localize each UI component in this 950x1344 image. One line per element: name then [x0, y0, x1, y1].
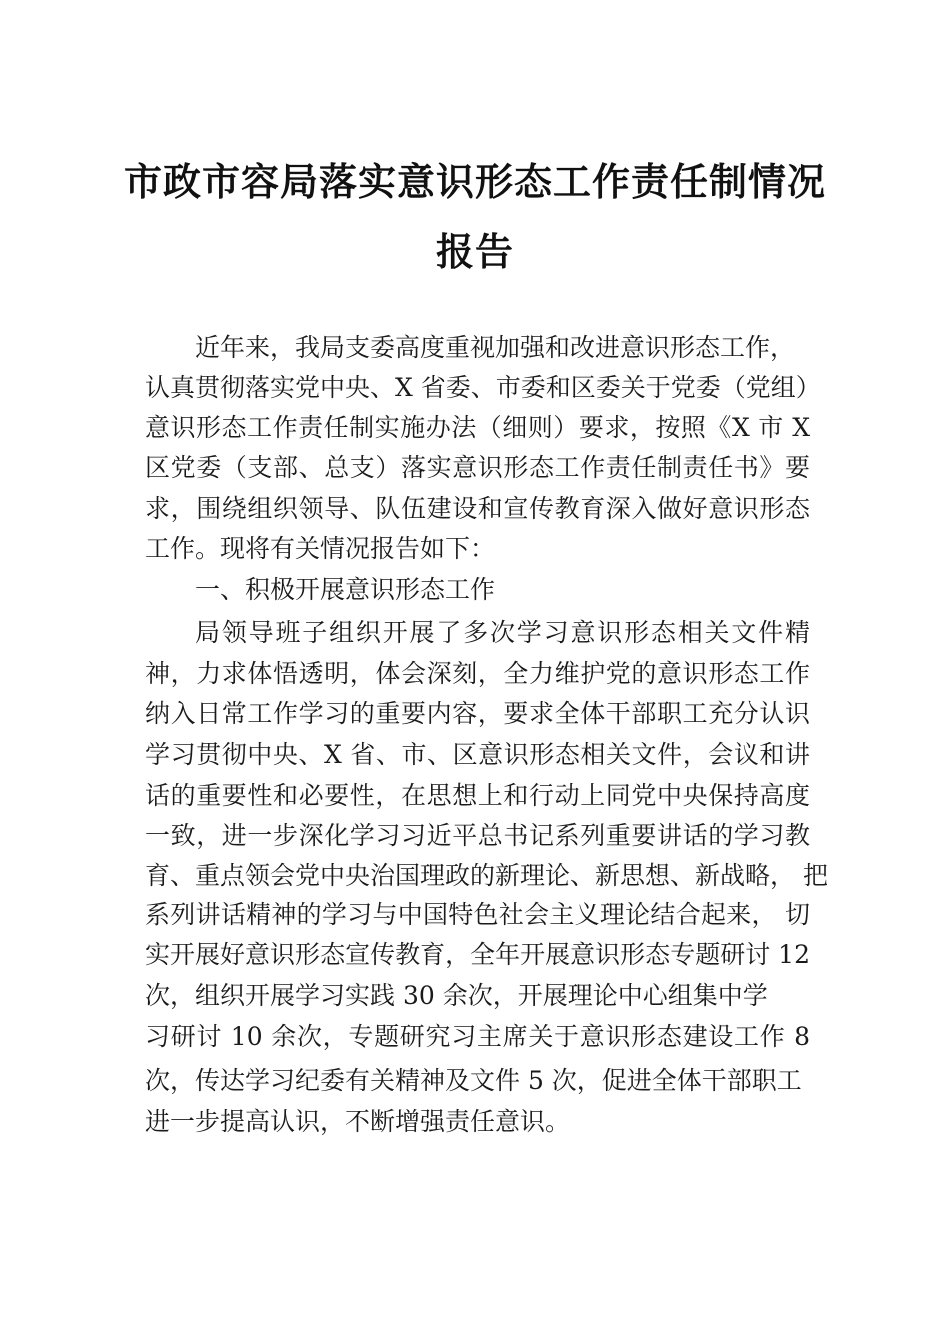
- section-heading: 一、积极开展意识形态工作: [195, 575, 496, 604]
- body-line: 习研讨 10 余次，专题研究习主席关于意识形态建设工作 8: [145, 1022, 810, 1051]
- body-line: 话的重要性和必要性，在思想上和行动上同党中央保持高度: [145, 781, 810, 810]
- body-line: 育、重点领会党中央治国理政的新理论、新思想、新战略， 把: [145, 861, 828, 890]
- document-title-line-2: 报告: [435, 229, 514, 274]
- body-line: 实开展好意识形态宣传教育，全年开展意识形态专题研讨 12: [145, 940, 810, 969]
- body-line: 工作。现将有关情况报告如下：: [145, 534, 496, 563]
- document-title-line-1: 市政市容局落实意识形态工作责任制情况: [123, 159, 826, 204]
- body-line: 系列讲话精神的学习与中国特色社会主义理论结合起来， 切: [145, 900, 810, 929]
- body-line: 近年来，我局支委高度重视加强和改进意识形态工作，: [195, 333, 796, 362]
- body-line: 区党委（支部、总支）落实意识形态工作责任制责任书》要: [145, 453, 810, 482]
- body-line: 学习贯彻中央、X 省、市、区意识形态相关文件，会议和讲: [145, 740, 810, 769]
- body-line: 局领导班子组织开展了多次学习意识形态相关文件精: [195, 618, 810, 647]
- body-line: 一致，进一步深化学习习近平总书记系列重要讲话的学习教: [145, 821, 810, 850]
- body-line: 纳入日常工作学习的重要内容，要求全体干部职工充分认识: [145, 699, 810, 728]
- body-line: 次，传达学习纪委有关精神及文件 5 次，促进全体干部职工: [145, 1066, 802, 1095]
- body-line: 认真贯彻落实党中央、X 省委、市委和区委关于党委（党组）: [145, 373, 821, 402]
- body-line: 神，力求体悟透明，体会深刻，全力维护党的意识形态工作: [145, 659, 810, 688]
- body-line: 求，围绕组织领导、队伍建设和宣传教育深入做好意识形态: [145, 494, 810, 523]
- body-line: 进一步提高认识，不断增强责任意识。: [145, 1107, 571, 1136]
- body-line: 意识形态工作责任制实施办法（细则）要求，按照《X 市 X: [145, 413, 810, 442]
- body-line: 次，组织开展学习实践 30 余次，开展理论中心组集中学: [145, 981, 768, 1010]
